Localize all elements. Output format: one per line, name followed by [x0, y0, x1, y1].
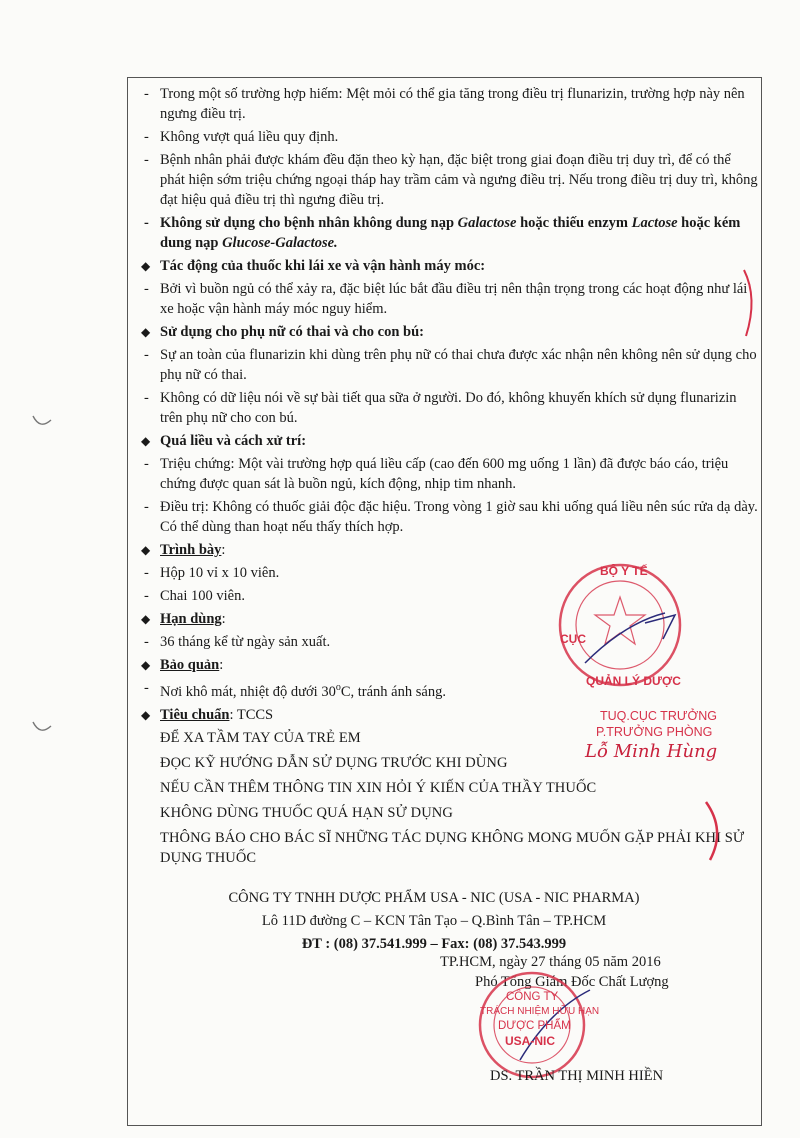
storage-item: - Nơi khô mát, nhiệt độ dưới 30$^o$C, tránh ánh sáng. — [144, 680, 446, 700]
signer-name: DS. TRẦN THỊ MINH HIỀN — [490, 1068, 664, 1084]
list-item — [140, 345, 758, 385]
list-item — [140, 279, 758, 319]
list-item-text: Điều trị: Không có thuốc giải độc đặc hiệu. Trong vòng 1 giờ sau khi uống quá liều nên súc rửa dạ dày. Có thể dùng than hoạt nếu thấy thích hợp. — [160, 499, 758, 535]
list-item-text: Chai 100 viên. — [160, 588, 245, 604]
dash-bullet: - — [144, 565, 149, 581]
warning-statement: NẾU CẦN THÊM THÔNG TIN XIN HỎI Ý KIẾN CỦA THẦY THUỐC — [160, 779, 597, 796]
diamond-bullet-icon: ◆ — [141, 543, 151, 557]
overdose-heading: ◆ Quá liều và cách xử trí: — [141, 433, 307, 449]
company-stamp-line2: TRÁCH NHIỆM HỮU HẠN — [480, 1006, 600, 1017]
dash-bullet: - — [144, 281, 149, 297]
list-item — [140, 454, 758, 494]
dash-bullet: - — [144, 347, 149, 363]
diamond-bullet-icon: ◆ — [141, 707, 151, 722]
red-bracket-mark — [740, 268, 760, 338]
list-item-text: Triệu chứng: Một vài trường hợp quá liều cấp (cao đến 600 mg uống 1 lần) đã được báo cáo, triệu chứng được quan sát là buồn ngủ, kích động, nhịp tim nhanh. — [160, 456, 729, 492]
company-info — [140, 888, 758, 954]
dash-bullet: - — [144, 499, 149, 515]
company-stamp-line4: USA-NIC — [505, 1034, 555, 1048]
warning-statement: KHÔNG DÙNG THUỐC QUÁ HẠN SỬ DỤNG — [160, 804, 453, 821]
list-item-text: Trong một số trường hợp hiếm: Mệt mỏi có thể gia tăng trong điều trị flunarizin, trường hợp này nên ngưng điều trị. — [160, 86, 745, 122]
galactose-warning: - Không sử dụng cho bệnh nhân không dung nạp Galactose hoặc thiếu enzym Lactose hoặc kém dung nạp Glucose-Galactose. — [144, 215, 741, 251]
diamond-bullet-icon: ◆ — [141, 259, 151, 273]
company-stamp-line3: DƯỢC PHẨM — [498, 1020, 571, 1032]
dash-bullet: - — [144, 390, 149, 406]
dash-bullet: - — [144, 456, 149, 472]
list-item-text: Bởi vì buồn ngủ có thể xảy ra, đặc biệt lúc bắt đầu điều trị nên thận trọng trong các hoạt động như lái xe hoặc vận hành máy móc nguy hiểm. — [160, 281, 748, 317]
list-item — [140, 388, 758, 428]
warning-statement: THÔNG BÁO CHO BÁC SĨ NHỮNG TÁC DỤNG KHÔNG MONG MUỐN GẶP PHẢI KHI SỬ DỤNG THUỐC — [160, 829, 745, 866]
diamond-bullet-icon: ◆ — [141, 434, 151, 448]
company-stamp-line1: CÔNG TY — [506, 991, 559, 1003]
company-name: CÔNG TY TNHH DƯỢC PHẨM USA - NIC (USA - NIC PHARMA) — [228, 889, 640, 906]
diamond-bullet-icon: ◆ — [141, 658, 151, 672]
punch-hole-mark — [30, 412, 54, 432]
ministry-stamp-line1: TUQ.CỤC TRƯỞNG — [600, 709, 717, 723]
list-item-text: Sự an toàn của flunarizin khi dùng trên phụ nữ có thai chưa được xác nhận nên không nên sử dụng cho phụ nữ có thai. — [160, 347, 757, 383]
dash-bullet: - — [144, 588, 149, 604]
warning-statement: ĐỂ XA TẦM TAY CỦA TRẺ EM — [160, 729, 361, 746]
list-item — [140, 150, 758, 210]
standard-heading: ◆ Tiêu chuẩn: TCCS — [141, 706, 274, 723]
list-item — [140, 497, 758, 537]
company-contact: ĐT : (08) 37.541.999 – Fax: (08) 37.543.999 — [301, 935, 567, 952]
expiry-heading: ◆ Hạn dùng: — [141, 611, 226, 627]
list-item-text: 36 tháng kể từ ngày sản xuất. — [160, 634, 331, 650]
warning-statement: ĐỌC KỸ HƯỚNG DẪN SỬ DỤNG TRƯỚC KHI DÙNG — [160, 754, 508, 771]
list-item-text: Không có dữ liệu nói về sự bài tiết qua sữa ở người. Do đó, không khuyến khích sử dụng flunarizin trên phụ nữ cho con bú. — [160, 390, 737, 426]
diamond-bullet-icon: ◆ — [141, 612, 151, 626]
list-item-text: Không vượt quá liều quy định. — [160, 129, 339, 145]
dash-bullet: - — [144, 634, 149, 650]
diamond-bullet-icon: ◆ — [141, 325, 151, 339]
overdose-list — [140, 454, 758, 537]
seal-ring-bottom: QUẢN LÝ DƯỢC — [586, 674, 681, 688]
list-item-text: Bệnh nhân phải được khám đều đặn theo kỳ hạn, đặc biệt trong giai đoạn điều trị duy trì, để có thể phát hiện sớm triệu chứng ngoại tháp hay trầm cảm và ngưng điều trị. Nếu trong điều trị duy trì, không đạt hiệu quả điều trị thì ngưng điều trị. — [160, 152, 758, 208]
signature-title: Phó Tổng Giám Đốc Chất Lượng — [475, 974, 669, 990]
pregnancy-heading: ◆ Sử dụng cho phụ nữ có thai và cho con bú: — [141, 324, 424, 340]
presentation-heading: ◆ Trình bày: — [141, 542, 226, 558]
dash-bullet: - — [144, 152, 149, 168]
red-bracket-mark — [700, 800, 730, 862]
driving-heading: ◆ Tác động của thuốc khi lái xe và vận hành máy móc: — [141, 258, 486, 274]
company-address: Lô 11D đường C – KCN Tân Tạo – Q.Bình Tân – TP.HCM — [261, 912, 607, 929]
seal-ring-top: BỘ Y TẾ — [600, 564, 648, 578]
precautions-list — [140, 84, 758, 210]
list-item — [140, 127, 758, 147]
ministry-stamp-line2: P.TRƯỞNG PHÒNG — [596, 725, 713, 739]
storage-heading: ◆ Bảo quản: — [141, 657, 224, 673]
list-item — [140, 84, 758, 124]
seal-ring-left: CỤC — [560, 632, 586, 646]
driving-list — [140, 279, 758, 319]
leaflet-content — [140, 84, 758, 957]
standard-value: TCCS — [236, 706, 274, 723]
list-item-text: Hộp 10 vỉ x 10 viên. — [160, 565, 280, 581]
pregnancy-list — [140, 345, 758, 428]
ministry-signer-signature: Lỗ Minh Hùng — [585, 741, 718, 762]
dash-bullet: - — [144, 86, 149, 102]
dash-bullet: - — [144, 129, 149, 145]
punch-hole-mark — [30, 718, 54, 738]
signature-date: TP.HCM, ngày 27 tháng 05 năm 2016 — [440, 954, 661, 970]
